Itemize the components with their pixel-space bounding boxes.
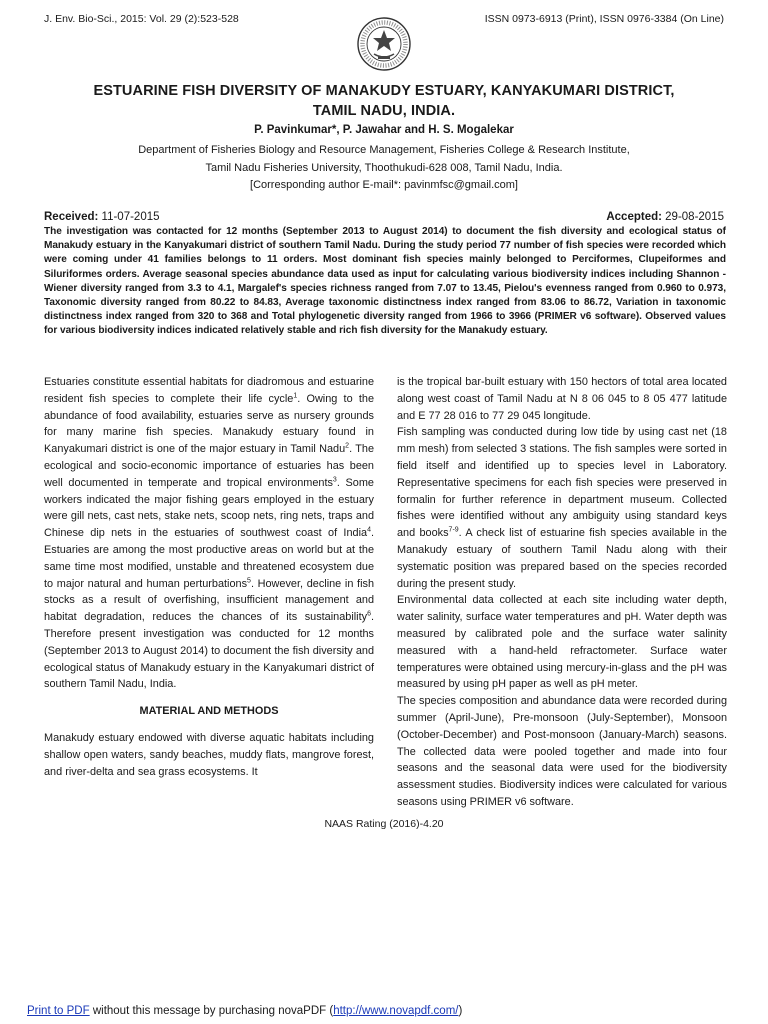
intro-text: . The ecological and socio-economic importance of estuaries has been well documented in temperate and tropical environments [44,443,374,489]
received-date [44,211,160,223]
intro-text: . However, decline in fish stocks as a result of overfishing, insufficient management and habitat degradation, reduces the chances of its sustainability [44,577,374,624]
journal-citation: J. Env. Bio-Sci., 2015: Vol. 29 (2):523-528 [44,13,239,25]
body-right-column [397,374,727,811]
intro-text: . Therefore present investigation was conducted for 12 months (September 2013 to August 2014) to document the fish diversity and ecological status of Manakudy estuary in the Kanyakumari district of southern Tamil Nadu, India. [44,611,374,691]
society-seal-logo [356,16,412,72]
citation-ref: 2 [345,442,350,450]
title-line-1: ESTUARINE FISH DIVERSITY OF MANAKUDY ESTUARY, KANYAKUMARI DISTRICT, [93,83,675,99]
sampling-text: Fish sampling was conducted during low tide by using cast net (18 mm mesh) from selected 3 stations. The fish samples were sorted in field itself and identified up to species level in Laboratory. Representative specimens for each fish species were preserved in formalin for further reference in department museum. Collected fishes were identified without any ambiguity using standard keys and books [397,426,727,540]
title-line-2: TAMIL NADU, INDIA. [312,103,456,119]
authors: P. Pavinkumar*, P. Jawahar and H. S. Mogalekar [254,124,514,136]
footer-close-paren: ) [458,1005,463,1017]
received-value: 11-07-2015 [98,211,160,223]
body-left-column [44,374,374,780]
methods-paragraph: Manakudy estuary endowed with diverse aquatic habitats including shallow open waters, sandy beaches, muddy flats, mangrove forest, and river-delta and sea grass ecosystems. It [44,731,374,778]
citation-ref: 3 [332,476,337,484]
issn-line: ISSN 0973-6913 (Print), ISSN 0976-3384 (On Line) [484,13,724,25]
accepted-date [606,211,724,223]
citation-ref: 6 [367,610,371,618]
seasons-paragraph: The species composition and abundance data were recorded during summer (April-June), Pre-monsoon (July-September), Monsoon (October-December) and Post-monsoon (January-March) seasons. The collected data were pooled together and made into four seasons and the seasonal data were used for the biodiversity assessment studies. Biodiversity indices were calculated for various seasons using PRIMER v6 software. [397,695,727,808]
environmental-paragraph: Environmental data collected at each site including water depth, water salinity, surface water temperatures and pH. Water depth was measured by calibrated pole and the surface water salinity measured with a hand-held refractometer. Surface water temperatures were obtained using mercury-in-glass and the pH was measured by using pH paper as well as pH meter. [397,594,727,691]
location-paragraph: is the tropical bar-built estuary with 150 hectors of total area located along west coast of Tamil Nadu at N 8 06 045 to 8 05 477 latitude and E 77 28 016 to 77 29 045 longitude. [397,376,727,422]
section-heading-methods: MATERIAL AND METHODS [139,705,279,718]
accepted-value: 29-08-2015 [661,211,724,223]
affiliation-line-2: Tamil Nadu Fisheries University, Thoothukudi-628 008, Tamil Nadu, India. [205,161,563,174]
citation-ref: 5 [247,576,251,584]
intro-paragraph [44,374,374,693]
received-label: Received: [44,211,99,223]
print-to-pdf-link[interactable]: Print to PDF [27,1005,90,1017]
abstract: The investigation was contacted for 12 months (September 2013 to August 2014) to document the fish diversity and ecological status of Manakudy estuary in the Kanyakumari district of southern Tamil Nadu. During the study period 77 number of fish species were recorded which were coming under 41 families belongs to 11 orders. Most dominant fish species mainly belonged to Perciformes, Clupeiformes and Siluriformes orders. Average seasonal species abundance data used as input for calculating various biodiversity indices including Shannon - Wiener diversity ranged from 3.3 to 4.1, Margalef's species richness ranged from 7.07 to 13.45, Pielou's evenness ranged from 0.960 to 0.973, Taxonomic diversity ranged from 80.22 to 84.83, Average taxonomic distinctness index ranged from 83.06 to 86.72, Variation in taxonomic distinctness index ranged from 320 to 368 and Total phylogenetic diversity ranged from 1966 to 3966 (PRIMER v6 software). Observed values for various biodiversity indices indicated relatively stable and rich fish diversity for the Manakudy estuary. [44,226,726,337]
affiliation [40,142,728,195]
intro-text: . Owing to the abundance of food availability, estuaries serve as nursery grounds for many marine fish species. Manakudy estuary found in Kanyakumari district is one of the major estuary in Tamil Nadu [44,392,374,456]
novapdf-url-link[interactable]: http://www.novapdf.com/ [333,1005,459,1017]
novapdf-footer [27,1005,462,1017]
citation-ref: 7-9 [448,526,459,534]
footer-text: without this message by purchasing novaPDF ( [89,1005,334,1017]
citation-ref: 4 [367,526,371,534]
intro-text: . Estuaries are among the most productive areas on world but at the same time most modified, unstable and threatened ecosystem due to major natural and human perturbations [44,527,374,590]
intro-text: Estuaries constitute essential habitats for diadromous and estuarine resident fish species to complete their life cycle [44,376,374,405]
citation-ref: 1 [293,392,298,400]
accepted-label: Accepted: [606,211,662,223]
corresponding-author: [Corresponding author E-mail*: pavinmfsc@gmail.com] [250,179,518,191]
article-title [40,81,728,121]
sampling-text: . A check list of estuarine fish species available in the Manakudy estuary of southern Tamil Nadu along with their systematic position was prepared based on the species recorded during the present study. [397,527,727,590]
naas-rating: NAAS Rating (2016)-4.20 [324,818,444,830]
affiliation-line-1: Department of Fisheries Biology and Resource Management, Fisheries College & Research Institute, [138,144,630,156]
intro-text: . Some workers indicated the major fishing gears employed in the estuary were gill nets, cast nets, stake nets, scoop nets, ring nets, traps and Chinese dip nets in the estuaries of southwest coast of India [44,476,374,540]
sampling-paragraph [397,424,727,592]
